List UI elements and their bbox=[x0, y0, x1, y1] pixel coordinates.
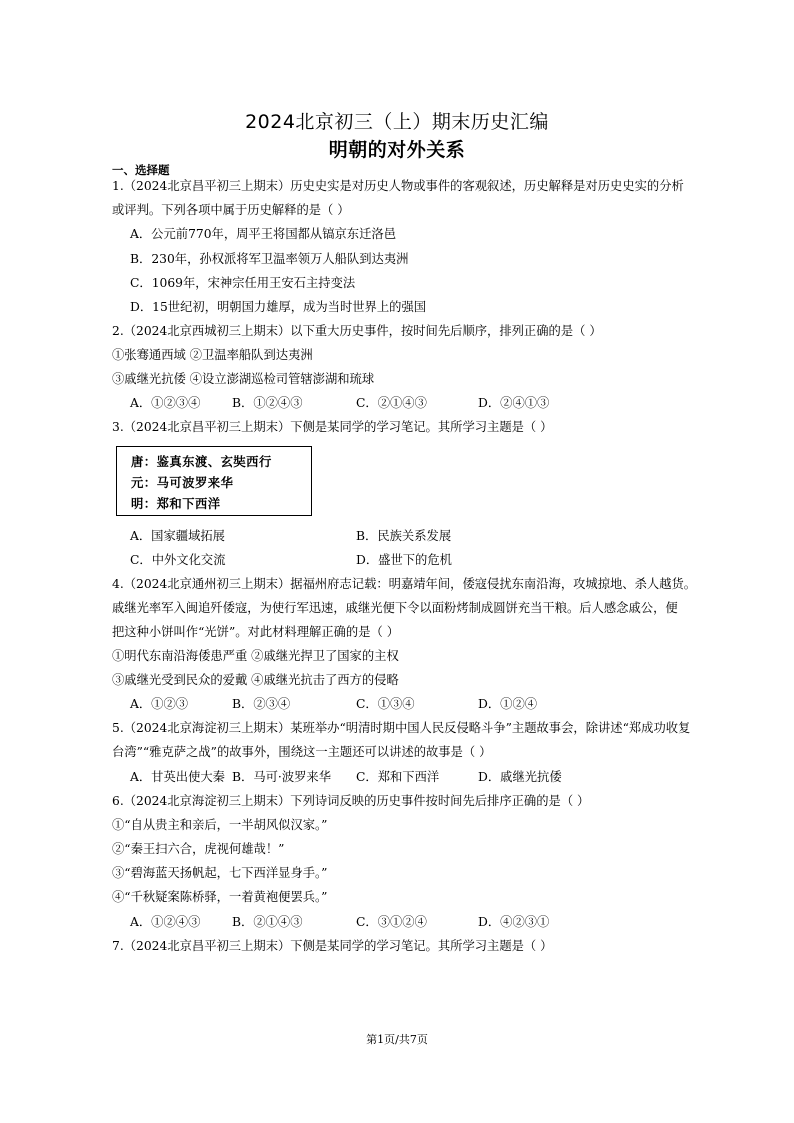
q6-option-d: D．④②③① bbox=[478, 915, 550, 929]
q6-option-b: B．②①④③ bbox=[232, 915, 303, 929]
q1-option-c: C．1069年，宋神宗任用王安石主持变法 bbox=[130, 276, 356, 290]
q4-option-d: D．①②④ bbox=[478, 697, 538, 711]
document-subtitle: 明朝的对外关系 bbox=[328, 139, 466, 161]
page-footer: 第1页/共7页 bbox=[366, 1033, 428, 1046]
q3-stem: 3.（2024北京昌平初三上期末）下侧是某同学的学习笔记。其所学习主题是（ ） bbox=[112, 420, 553, 434]
q1-stem-line1: 1.（2024北京昌平初三上期末）历史史实是对历史人物或事件的客观叙述，历史解释是对历史史实的分析 bbox=[112, 179, 684, 193]
q2-item-line1: ①张骞通西域 ②卫温率船队到达夷洲 bbox=[112, 348, 313, 362]
q4-option-c: C．①③④ bbox=[356, 697, 415, 711]
q6-option-c: C．③①②④ bbox=[356, 915, 427, 929]
note-line-ming: 明：郑和下西洋 bbox=[131, 497, 221, 511]
q1-stem-line2: 或评判。下列各项中属于历史解释的是（ ） bbox=[112, 203, 350, 217]
q6-poem-4: ④“千秋疑案陈桥驿，一着黄袍便罢兵。” bbox=[112, 890, 328, 904]
q6-poem-2: ②“秦王扫六合，虎视何雄哉！” bbox=[112, 842, 285, 856]
q4-option-a: A．①②③ bbox=[130, 697, 189, 711]
q2-item-line2: ③戚继光抗倭 ④设立澎湖巡检司管辖澎湖和琉球 bbox=[112, 372, 375, 386]
q4-option-b: B．②③④ bbox=[232, 697, 291, 711]
document-title: 2024北京初三（上）期末历史汇编 bbox=[245, 111, 549, 133]
q2-option-c: C．②①④③ bbox=[356, 396, 427, 410]
q6-poem-3: ③“碧海蓝天扬帆起，七下西洋显身手。” bbox=[112, 866, 328, 880]
q2-stem: 2.（2024北京西城初三上期末）以下重大历史事件，按时间先后顺序，排列正确的是（ ） bbox=[112, 324, 602, 338]
note-line-yuan: 元：马可波罗来华 bbox=[131, 476, 234, 490]
section-heading: 一、选择题 bbox=[112, 163, 170, 177]
q4-stem-line1: 4.（2024北京通州初三上期末）据福州府志记载：明嘉靖年间，倭寇侵扰东南沿海，攻城掠地、杀人越货。 bbox=[112, 577, 697, 591]
q2-option-a: A．①②③④ bbox=[130, 396, 201, 410]
q3-option-a: A．国家疆域拓展 bbox=[130, 529, 225, 543]
note-line-tang: 唐：鉴真东渡、玄奘西行 bbox=[131, 455, 272, 469]
q4-stem-line2: 戚继光率军入闽追歼倭寇，为使行军迅速，戚继光便下令以面粉烤制成圆饼充当干粮。后人感念戚公，便 bbox=[112, 601, 678, 615]
q5-option-c: C．郑和下西洋 bbox=[356, 770, 440, 784]
q5-option-d: D．戚继光抗倭 bbox=[478, 770, 562, 784]
q4-item-line1: ①明代东南沿海倭患严重 ②戚继光捍卫了国家的主权 bbox=[112, 649, 399, 663]
q1-option-d: D．15世纪初，明朝国力雄厚，成为当时世界上的强国 bbox=[130, 300, 427, 314]
q3-option-d: D．盛世下的危机 bbox=[356, 553, 452, 567]
q5-stem-line1: 5.（2024北京海淀初三上期末）某班举办“明清时期中国人民反侵略斗争”主题故事会，除讲述“郑成功收复 bbox=[112, 721, 691, 735]
q1-option-a: A．公元前770年，周平王将国都从镐京东迁洛邑 bbox=[130, 227, 396, 241]
q3-option-b: B．民族关系发展 bbox=[356, 529, 452, 543]
q4-item-line2: ③戚继光受到民众的爱戴 ④戚继光抗击了西方的侵略 bbox=[112, 673, 399, 687]
q1-option-b: B．230年，孙权派将军卫温率领万人船队到达夷洲 bbox=[130, 252, 409, 266]
q3-option-c: C．中外文化交流 bbox=[130, 553, 226, 567]
q5-option-b: B．马可·波罗来华 bbox=[232, 770, 332, 784]
q6-option-a: A．①②④③ bbox=[130, 915, 201, 929]
q6-poem-1: ①“自从贵主和亲后，一半胡风似汉家。” bbox=[112, 818, 328, 832]
q5-option-a: A．甘英出使大秦 bbox=[130, 770, 225, 784]
q7-stem: 7.（2024北京昌平初三上期末）下侧是某同学的学习笔记。其所学习主题是（ ） bbox=[112, 939, 553, 953]
q2-option-d: D．②④①③ bbox=[478, 396, 550, 410]
q4-stem-line3: 把这种小饼叫作“光饼”。对此材料理解正确的是（ ） bbox=[112, 625, 400, 639]
q5-stem-line2: 台湾”“雅克萨之战”的故事外，围绕这一主题还可以讲述的故事是（ ） bbox=[112, 745, 492, 759]
q2-option-b: B．①②④③ bbox=[232, 396, 303, 410]
q6-stem: 6.（2024北京海淀初三上期末）下列诗词反映的历史事件按时间先后排序正确的是（ ） bbox=[112, 794, 590, 808]
study-note-box bbox=[116, 446, 312, 516]
